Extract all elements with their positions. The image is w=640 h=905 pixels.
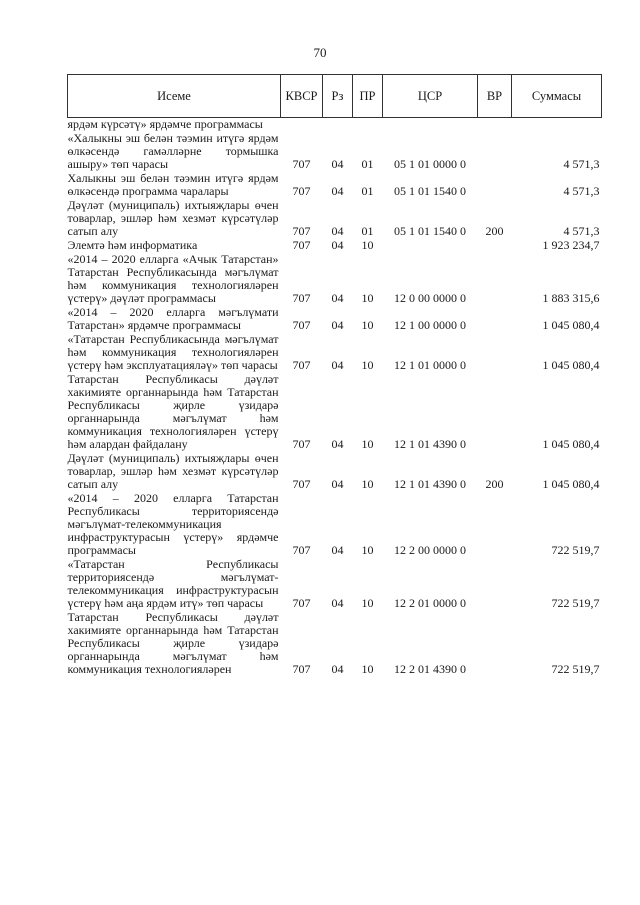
cell-csr: 05 1 01 1540 0	[394, 224, 466, 238]
header-pr: ПР	[353, 75, 383, 118]
cell-vr	[478, 131, 512, 171]
table-row	[68, 118, 602, 132]
cell-rz: 04	[331, 437, 344, 451]
cell-pr	[353, 118, 383, 132]
table-row	[68, 131, 602, 171]
cell-pr: 10	[361, 596, 374, 610]
cell-kvsr: 707	[292, 543, 311, 557]
cell-vr	[478, 372, 512, 451]
cell-csr: 12 1 01 0000 0	[394, 358, 466, 372]
cell-kvsr: 707	[292, 437, 311, 451]
cell-pr: 01	[361, 184, 374, 198]
cell-csr: 05 1 01 1540 0	[394, 184, 466, 198]
cell-name: Татарстан Республикасы дәүләт хакимияте органнарында һәм Татарстан Республикасы җирле үзидарә органнарында мәгълүмат һәм коммуникация технологияләрен үстерү һәм алардан файдалану	[67, 372, 279, 451]
cell-name: «2014 – 2020 елларга мәгълүмати Татарстан» ярдәмче программасы	[67, 305, 279, 332]
cell-sum	[512, 118, 602, 132]
table-header-row	[68, 75, 602, 118]
cell-rz: 04	[331, 662, 344, 676]
header-csr: ЦСР	[383, 75, 478, 118]
cell-name: «Халыкны эш белән тәэмин итүгә ярдәм өлкәсендә гамәлләрне тормышка ашыру» төп чарасы	[67, 131, 279, 171]
cell-sum: 1 923 234,7	[542, 238, 600, 252]
cell-name: Татарстан Республикасы дәүләт хакимияте органнарында һәм Татарстан Республикасы җирле үзидарә органнарында мәгълүмат һәм коммуникация технологияләрен	[67, 610, 279, 676]
cell-vr	[478, 610, 512, 676]
cell-kvsr: 707	[292, 291, 311, 305]
cell-csr: 05 1 01 0000 0	[394, 157, 466, 171]
cell-name: Элемтә һәм информатика	[67, 238, 198, 252]
cell-sum: 1 045 080,4	[542, 437, 600, 451]
cell-kvsr	[281, 118, 323, 132]
cell-kvsr: 707	[292, 238, 311, 252]
cell-kvsr: 707	[292, 184, 311, 198]
cell-pr: 10	[361, 477, 374, 491]
cell-vr	[478, 305, 512, 332]
cell-vr	[478, 118, 512, 132]
cell-sum: 4 571,3	[563, 224, 600, 238]
cell-sum: 722 519,7	[551, 543, 600, 557]
cell-vr	[478, 171, 512, 198]
cell-sum: 1 045 080,4	[542, 318, 600, 332]
cell-name: «2014 – 2020 елларга «Ачык Татарстан» Татарстан Республикасында мәгълүмат һәм коммуникация технологияләрен үстерү» дәүләт программасы	[67, 252, 279, 305]
cell-rz: 04	[331, 358, 344, 372]
cell-csr: 12 2 00 0000 0	[394, 543, 466, 557]
cell-sum: 1 045 080,4	[542, 358, 600, 372]
cell-sum: 1 045 080,4	[542, 477, 600, 491]
cell-name: «Татарстан Республикасы территориясендә мәгълүмат-телекоммуникация инфраструктурасын үстерү һәм аңа ярдәм итү» төп чарасы	[67, 557, 279, 610]
cell-vr	[478, 252, 512, 305]
cell-name: Дәүләт (муниципаль) ихтыяҗлары өчен товарлар, эшләр һәм хезмәт күрсәтүләр сатып алу	[67, 451, 279, 491]
cell-csr	[383, 118, 478, 132]
table-row	[68, 610, 602, 676]
cell-name: Дәүләт (муниципаль) ихтыяҗлары өчен товарлар, эшләр һәм хезмәт күрсәтүләр сатып алу	[67, 198, 279, 238]
cell-pr: 01	[361, 157, 374, 171]
page-number: 70	[313, 45, 327, 60]
cell-vr	[478, 238, 512, 252]
cell-name: «Татарстан Республикасында мәгълүмат һәм коммуникация технологияләрен үстерү һәм эксплуатацияләү» төп чарасы	[67, 332, 279, 372]
table-row	[68, 491, 602, 557]
cell-rz: 04	[331, 224, 344, 238]
header-vr: ВР	[478, 75, 512, 118]
cell-rz: 04	[331, 291, 344, 305]
cell-kvsr: 707	[292, 596, 311, 610]
cell-vr	[478, 491, 512, 557]
table-row	[68, 372, 602, 451]
cell-kvsr: 707	[292, 477, 311, 491]
cell-rz	[323, 118, 353, 132]
table-row	[68, 451, 602, 491]
table-row	[68, 557, 602, 610]
cell-rz: 04	[331, 318, 344, 332]
cell-vr	[478, 332, 512, 372]
table-row	[68, 198, 602, 238]
cell-sum: 4 571,3	[563, 157, 600, 171]
cell-pr: 10	[361, 662, 374, 676]
cell-csr: 12 1 00 0000 0	[394, 318, 466, 332]
table-row	[68, 238, 602, 252]
cell-name: «2014 – 2020 елларга Татарстан Республикасы территориясендә мәгълүмат-телекоммуникация инфраструктурасын үстерү» ярдәмче программасы	[67, 491, 279, 557]
cell-sum: 4 571,3	[563, 184, 600, 198]
header-sum: Суммасы	[512, 75, 602, 118]
cell-rz: 04	[331, 596, 344, 610]
cell-vr	[478, 557, 512, 610]
cell-rz: 04	[331, 543, 344, 557]
cell-pr: 10	[361, 437, 374, 451]
table-body	[68, 118, 602, 677]
cell-sum: 1 883 315,6	[542, 291, 600, 305]
cell-kvsr: 707	[292, 224, 311, 238]
cell-pr: 10	[361, 318, 374, 332]
cell-kvsr: 707	[292, 358, 311, 372]
cell-name: Халыкны эш белән тәэмин итүгә ярдәм өлкәсендә программа чаралары	[67, 171, 279, 198]
cell-pr: 01	[361, 224, 374, 238]
cell-kvsr: 707	[292, 318, 311, 332]
table-row	[68, 252, 602, 305]
cell-pr: 10	[361, 543, 374, 557]
cell-rz: 04	[331, 184, 344, 198]
cell-rz: 04	[331, 477, 344, 491]
cell-pr: 10	[361, 238, 374, 252]
budget-table	[67, 74, 602, 676]
cell-csr	[383, 238, 478, 252]
cell-vr: 200	[485, 477, 504, 491]
table-row	[68, 171, 602, 198]
cell-csr: 12 2 01 0000 0	[394, 596, 466, 610]
cell-sum: 722 519,7	[551, 662, 600, 676]
table-row	[68, 332, 602, 372]
cell-csr: 12 1 01 4390 0	[394, 477, 466, 491]
header-kvsr: КВСР	[281, 75, 323, 118]
cell-pr: 10	[361, 358, 374, 372]
cell-csr: 12 1 01 4390 0	[394, 437, 466, 451]
cell-name: ярдәм күрсәтү» ярдәмче программасы	[67, 117, 263, 131]
cell-pr: 10	[361, 291, 374, 305]
cell-kvsr: 707	[292, 662, 311, 676]
cell-csr: 12 0 00 0000 0	[394, 291, 466, 305]
cell-rz: 04	[331, 157, 344, 171]
cell-rz: 04	[331, 238, 344, 252]
cell-kvsr: 707	[292, 157, 311, 171]
cell-sum: 722 519,7	[551, 596, 600, 610]
header-rz: Рз	[323, 75, 353, 118]
cell-csr: 12 2 01 4390 0	[394, 662, 466, 676]
header-name: Исеме	[68, 75, 281, 118]
table-row	[68, 305, 602, 332]
cell-vr: 200	[485, 224, 504, 238]
